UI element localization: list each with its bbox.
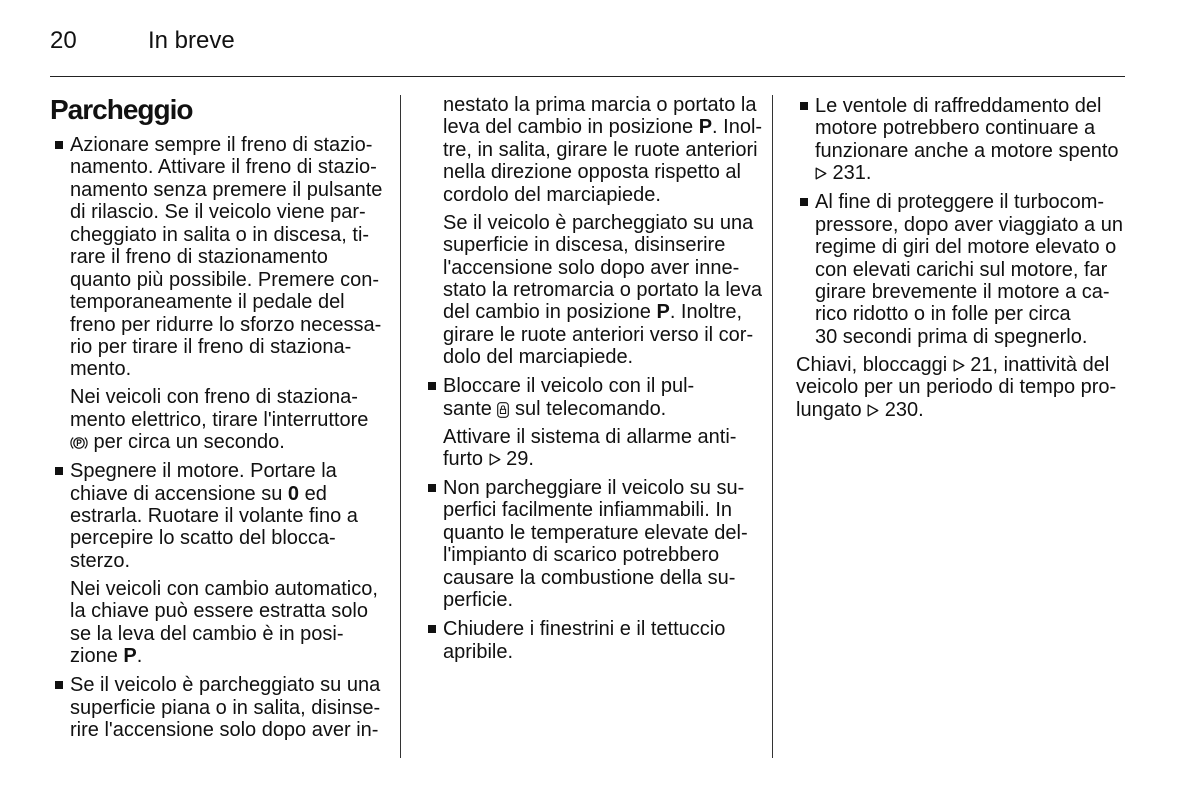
bullet-square-icon <box>428 625 436 633</box>
text-line <box>443 301 769 323</box>
text-line: l'accensione solo dopo aver inne- <box>443 256 740 279</box>
text-line: rico ridotto o in folle per circa <box>815 303 1071 326</box>
text-line: superficie in discesa, disinserire <box>443 234 726 257</box>
text-line: Non parcheggiare il veicolo su su- <box>443 477 745 499</box>
middle-column <box>424 94 769 663</box>
text-line: Al fine di proteggere il turbocom- <box>815 191 1105 214</box>
text-segment: 231. <box>827 162 872 185</box>
text-line: rire l'accensione solo dopo aver in- <box>70 718 379 741</box>
text-segment: 21, inattività del <box>964 353 1110 376</box>
text-line: Chiudere i finestrini e il tettuccio <box>443 618 726 641</box>
text-line: superficie piana o in salita, disinse- <box>70 696 381 719</box>
text-line: l'impianto di scarico potrebbero <box>443 544 720 567</box>
text-line: se la leva del cambio è in posi- <box>70 622 344 645</box>
text-line: Spegnere il motore. Portare la <box>70 460 337 483</box>
section-title: In breve <box>148 27 235 54</box>
text-line <box>815 162 1181 184</box>
paragraph <box>424 426 769 471</box>
text-segment: chiave di accensione su <box>70 482 288 505</box>
bullet-square-icon <box>800 198 808 206</box>
bullet-square-icon <box>55 467 63 475</box>
bullet-square-icon <box>800 102 808 110</box>
text-line: Se il veicolo è parcheggiato su una <box>443 211 754 234</box>
text-line <box>796 354 1181 376</box>
text-line: di rilascio. Se il veicolo viene par- <box>70 201 366 224</box>
text-line <box>443 448 769 470</box>
text-line: freno per ridurre lo sforzo necessa- <box>70 313 382 336</box>
bullet-item <box>796 95 1181 185</box>
paragraph <box>424 94 769 206</box>
text-line: 30 secondi prima di spegnerlo. <box>815 325 1088 348</box>
text-segment: lungato <box>796 398 868 421</box>
text-line <box>70 431 395 453</box>
reference-arrow-icon <box>815 167 827 180</box>
text-line: mento. <box>70 358 132 381</box>
parking-brake-icon <box>70 435 88 451</box>
bullet-item <box>50 460 395 572</box>
text-line: cheggiato in salita o in discesa, ti- <box>70 223 370 246</box>
bullet-square-icon <box>428 382 436 390</box>
text-line: quanto più possibile. Premere con- <box>70 268 380 291</box>
text-line: stato la retromarcia o portato la leva <box>443 279 763 301</box>
text-segment: . Inoltre, <box>669 301 743 324</box>
text-line: quanto le temperature elevate del- <box>443 521 748 544</box>
left-column-content <box>50 134 395 741</box>
text-line: la chiave può essere estratta solo <box>70 600 368 623</box>
bold-text: P <box>698 116 713 139</box>
section-heading: Parcheggio <box>50 94 193 125</box>
text-segment: furto <box>443 448 489 471</box>
reference-arrow-icon <box>489 453 501 466</box>
text-line: temporaneamente il pedale del <box>70 291 345 314</box>
paragraph <box>50 386 395 453</box>
header-rule <box>50 76 1125 77</box>
text-line: Le ventole di raffreddamento del <box>815 95 1102 117</box>
text-line <box>70 645 395 667</box>
text-line: pressore, dopo aver viaggiato a un <box>815 213 1123 236</box>
text-segment: . Inol- <box>712 116 763 139</box>
bullet-item <box>424 618 769 663</box>
bullet-item <box>424 477 769 612</box>
text-line: namento. Attivare il freno di stazio- <box>70 156 377 179</box>
bold-text: 0 <box>287 482 300 505</box>
text-line: nestato la prima marcia o portato la <box>443 94 757 116</box>
text-segment: sul telecomando. <box>509 397 667 420</box>
text-segment: Chiavi, bloccaggi <box>796 353 953 376</box>
text-segment: zione <box>70 645 124 668</box>
text-segment: del cambio in posizione <box>443 301 657 324</box>
text-line: mento elettrico, tirare l'interruttore <box>70 408 369 431</box>
reference-arrow-icon <box>953 359 965 372</box>
text-line: perficie. <box>443 589 514 612</box>
paragraph <box>424 212 769 369</box>
text-line <box>796 399 1181 421</box>
text-line <box>443 116 769 138</box>
text-line: rare il freno di stazionamento <box>70 246 328 269</box>
bullet-square-icon <box>55 141 63 149</box>
bullet-item <box>796 191 1181 348</box>
text-segment: 29. <box>500 448 534 471</box>
bold-text: P <box>656 301 670 324</box>
text-line: rio per tirare il freno di staziona- <box>70 335 352 358</box>
text-line: girare le ruote anteriori verso il cor- <box>443 323 754 346</box>
right-column <box>796 95 1181 421</box>
text-segment: per circa un secondo. <box>88 431 285 454</box>
text-line: Se il veicolo è parcheggiato su una <box>70 674 381 697</box>
middle-column-content <box>424 94 769 663</box>
text-line: Azionare sempre il freno di stazio- <box>70 134 373 156</box>
text-line <box>70 483 395 505</box>
text-line: funzionare anche a motore spento <box>815 139 1119 162</box>
bullet-item <box>50 134 395 381</box>
text-line: dolo del marciapiede. <box>443 346 634 369</box>
text-line: motore potrebbero continuare a <box>815 117 1096 140</box>
text-line: tre, in salita, girare le ruote anteriori <box>443 138 758 161</box>
text-line: Nei veicoli con cambio automatico, <box>70 577 378 600</box>
text-line: regime di giri del motore elevato o <box>815 236 1117 259</box>
text-segment: sante <box>443 397 498 420</box>
text-segment: ed <box>299 482 327 505</box>
column-divider <box>772 95 773 758</box>
text-line: Attivare il sistema di allarme anti- <box>443 425 737 448</box>
column-divider <box>400 95 401 758</box>
bullet-square-icon <box>55 681 63 689</box>
text-segment: 230. <box>879 398 924 421</box>
text-line: cordolo del marciapiede. <box>443 183 661 206</box>
paragraph <box>50 578 395 668</box>
text-line: Nei veicoli con freno di staziona- <box>70 386 358 409</box>
text-segment: . <box>136 645 143 668</box>
bullet-square-icon <box>428 484 436 492</box>
text-line: perfici facilmente infiammabili. In <box>443 499 732 522</box>
text-line: nella direzione opposta rispetto al <box>443 161 741 184</box>
right-column-content <box>796 95 1181 421</box>
text-line: percepire lo scatto del blocca- <box>70 527 336 550</box>
left-column <box>50 134 395 741</box>
page-number: 20 <box>50 27 77 54</box>
text-line: girare brevemente il motore a ca- <box>815 281 1110 303</box>
lock-button-icon <box>497 402 509 418</box>
reference-arrow-icon <box>867 404 879 417</box>
text-line: Bloccare il veicolo con il pul- <box>443 375 695 398</box>
bullet-item <box>50 674 395 741</box>
text-line <box>443 398 769 420</box>
text-line: con elevati carichi sul motore, far <box>815 258 1108 281</box>
bold-text: P <box>123 645 137 668</box>
text-line: estrarla. Ruotare il volante fino a <box>70 505 358 527</box>
text-line: sterzo. <box>70 549 131 572</box>
text-line: namento senza premere il pulsante <box>70 178 383 201</box>
paragraph <box>796 354 1181 421</box>
text-line: veicolo per un periodo di tempo pro- <box>796 376 1117 399</box>
text-line: causare la combustione della su- <box>443 566 736 589</box>
text-segment: leva del cambio in posizione <box>443 116 699 139</box>
text-line: apribile. <box>443 640 514 663</box>
bullet-item <box>424 375 769 420</box>
